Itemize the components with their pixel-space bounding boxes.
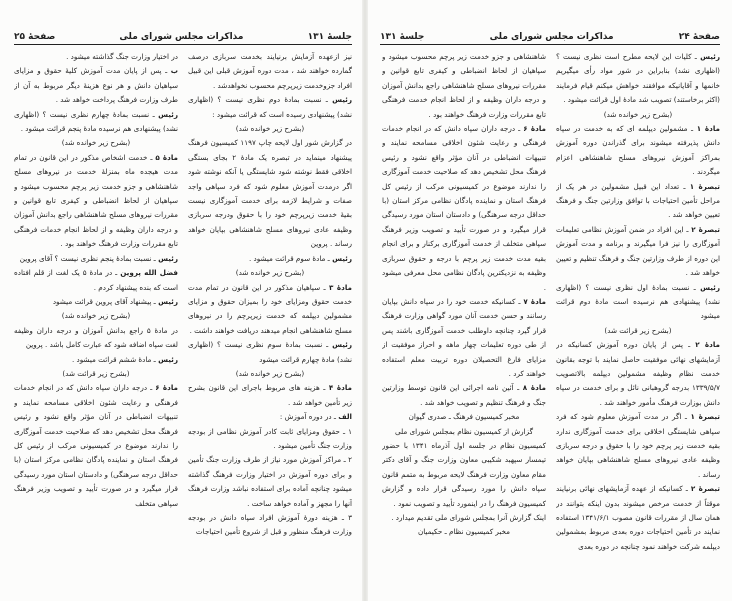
centered-note [382, 525, 546, 539]
paragraph-text: ـ نسبت بمادهٔ اول نظری نیست ؟ (اظهاری نشد) پیشنهادی هم نرسیده است مادهٔ دوم قرائت میشود [556, 282, 720, 321]
speaker-or-article-label: رئیس [332, 253, 352, 263]
paragraph-text: ۳ ـ هزینه دورهٔ آموزش افراد سپاه دانش در بودجه وزارت فرهنگ منظور و قبل از شروع تأمین احتیاجات [188, 513, 352, 537]
paragraph-text: ـ اگر در مدت آموزش معلوم شود که فرد سپاهی شایستگی اخلاقی برای خدمت آموزگاری ندارد بقیه خدمت زیر پرچم خود را با حقوق و درجه سربازی وظیفه عادی نیروهای مسلح شاهنشاهی بپایان خواهد رساند . [556, 412, 720, 479]
speaker-or-article-label: رئیس [332, 95, 352, 105]
paragraph [382, 381, 546, 410]
paragraph-text: ـ پیشنهاد آقای پروین قرائت میشود [52, 296, 159, 306]
paragraph [188, 252, 352, 266]
speaker-or-article-label: تبصرهٔ ۱ [690, 412, 720, 422]
paragraph-text: (بشرح زیر خوانده شد) [603, 109, 673, 119]
session-label: جلسهٔ ۱۳۱ [307, 32, 352, 42]
paragraph [556, 223, 720, 281]
speaker-or-article-label: تبصرهٔ ۲ [691, 224, 720, 234]
paragraph-text: در مادهٔ ۵ راجع بدانش آموزان و درجه داران وظیفه لغت سپاه اضافه شود که عبارت کامل باشد . پروین [14, 325, 178, 350]
paragraph-text: ـ تعداد این قبیل مشمولین در هر یک از مراحل تأمین احتیاجات با توافق وزارتین جنگ و فرهنگ تعیین خواهد شد . [556, 181, 720, 220]
paragraph-text: ـ مادهٔ ششم قرائت میشود . [71, 354, 159, 364]
centered-note [14, 309, 178, 323]
paragraph-text: مخبر کمیسیون نظام ـ حکیمیان [417, 527, 511, 537]
paragraph-text: ـ هزینه های مربوط باجرای این قانون بشرح زیر تأمین خواهد شد . [188, 383, 352, 407]
paragraph [556, 338, 720, 410]
paragraph-text: گزارش از کمیسیون نظام بمجلس شورای ملی [394, 426, 534, 436]
paragraph [556, 281, 720, 324]
paragraph [14, 381, 178, 511]
paragraph [188, 381, 352, 410]
speaker-or-article-label: الف [338, 412, 352, 422]
speaker-or-article-label: رئیس [700, 52, 720, 61]
paragraph [188, 50, 352, 93]
centered-note [188, 122, 352, 136]
text-column [556, 50, 720, 571]
paragraph-text: ـ این افراد در ضمن آموزش نظامی تعلیمات آموزگاری را نیز فرا میگیرند و برنامه و مدت آموزش این دوره از طرف وزارتین جنگ و فرهنگ تنظیم و تعیین خواهد شد . [556, 224, 720, 278]
paragraph-text: ـ آئین نامه اجرائی این قانون توسط وزارتین جنگ و فرهنگ تنظیم و تصویب خواهد شد . [382, 383, 546, 407]
paragraph [382, 50, 546, 122]
text-column [14, 50, 178, 571]
speaker-or-article-label: مادهٔ ۴ [328, 383, 352, 393]
text-column [188, 50, 352, 571]
paragraph-text: ـ نسبت بمادهٔ چهارم نظری نیست ؟ (اظهاری نشد) پیشنهادی هم نرسیده مادهٔ پنجم قرائت میشود . [14, 109, 178, 134]
paragraph [14, 151, 178, 252]
paragraph-text: ـ درجه داران سپاه دانش که در انجام خدمات فرهنگی و رعایت شئون اخلاقی مسامحه نمایند و تنبیهات انضباطی در آنان مؤثر واقع نشود و رئیس فرهنگ محل تشخیص دهد که صلاحیت خدمت آموزگاری را ندارند موضوع در کمیسیونی مرکب از رئیس کل فرهنگ استان و نماینده پادگان نظامی مرکز استان (با حداقل درجه سرهنگی) و دادستان استان مورد رسیدگی قرار میگیرد و در صورت تأیید و تصویب وزیر فرهنگ سپاهی متخلف [14, 383, 178, 508]
session-label: جلسهٔ ۱۳۱ [380, 32, 425, 42]
paragraph [556, 122, 720, 180]
paragraph-text: اینک گزارش آنرا بمجلس شورای ملی تقدیم میدارد . [391, 513, 546, 522]
paragraph [14, 108, 178, 137]
speaker-or-article-label: رئیس [700, 282, 720, 292]
paragraph-text: ـ کسانیکه از عهده آزمایشهای نهائی برنیایند موقتاً از خدمت مرخص میشوند بدون اینکه بتوانند در همان سال از مقررات قانون مصوب ۱۳۴۱/۶/۱ استفاده نمایند در تأمین احتیاجات دوره بعدی مربوط بمشمولین دیپلمه شرکت خواهند نمود چنانچه در دوره بعدی [556, 484, 720, 551]
paragraph-text: (بشرح زیر خوانده شد) [235, 368, 305, 378]
centered-note [188, 367, 352, 381]
paragraph-text: ـ پس از پایان دوره آموزش کسانیکه در آزمایشهای نهائی موفقیت حاصل نمایند با توجه بقانون خدمت نظام وظیفه مشمولین دیپلمه بالاتصویب ۱۳۳۹/۵/۷ بدرجه گروهبانی نائل و برای خدمت در سپاه دانش بوزارت فرهنگ مأمور خواهند شد . [556, 340, 720, 407]
speaker-or-article-label: مادهٔ ۲ [695, 340, 720, 350]
paragraph [14, 64, 178, 107]
paragraph-text: ۲ ـ مراکز آموزش مورد نیاز از طرف وزارت جنگ تأمین و برای دوره آموزش در اختیار وزارت فرهنگ گذاشته میشود چنانچه آماده برای استفاده نباشد وزارت فرهنگ آنها را مجهز و آماده خواهد ساخت . [188, 455, 352, 508]
paragraph [556, 482, 720, 554]
page-header [14, 28, 352, 42]
paragraph-text: ـ مشمولین دیپلمه ای که به خدمت در سپاه دانش پذیرفته میشوند برای گذراندن دوره آموزش بمراکز آموزش نیروهای مسلح شاهنشاهی اعزام میگردند . [556, 124, 720, 177]
paragraph [382, 295, 546, 381]
paragraph [556, 410, 720, 482]
paragraph-text: کمیسیون نظام در جلسه اول آذرماه ۱۳۴۱ با حضور تیمسار سپهبد شکیبی معاون وزارت جنگ و آقای دکتر مقام معاون وزارت فرهنگ لایحه مربوط به متمم قانون سپاه دانش را مورد رسیدگی قرار داده و گزارش کمیسیون فرهنگ را در اینمورد تأیید و تصویب نمود . [382, 440, 546, 508]
paragraph-text: در گزارش شور اول لایحه چاپ ۱۱۹۷ کمیسیون فرهنگ پیشنهاد مینماید در تبصره یک مادهٔ ۲ بجای بستگی اخلاقی فقط نوشته شود شایستگی یا آنکه نوشته شود اگر درمدت آموزش معلوم شود که فرد سپاهی واجد صفات و شرایط لازمه برای خدمت آموزگاری نیست بقیهٔ خدمت زیرپرچم خود را با حقوق ودرجه سربازی وظیفه عادی نیروهای مسلح شاهنشاهی بپایان خواهد رساند . پروین [188, 138, 352, 249]
paragraph [188, 410, 352, 424]
speaker-or-article-label: تبصرهٔ ۲ [690, 484, 720, 494]
paragraph-text: شاهنشاهی و جزو خدمت زیر پرچم محسوب میشود و سپاهیان از لحاظ انضباطی و کیفری تابع قوانین و مقررات نیروهای مسلح شاهنشاهی راجع بدانش آموزان و درجه داران وظیفه و از لحاظ انجام خدمت فرهنگی تابع مقررات وزارت فرهنگ خواهند بود . [382, 52, 546, 119]
publication-title: مذاکرات مجلس شورای ملی [119, 32, 244, 42]
paragraph-text: ـ خدمت اشخاص مذکور در این قانون در تمام مدت هیجده ماه بمنزلهٔ خدمت در نیروهای مسلح شاهنشاهی و جزو خدمت زیر پرچم محسوب میشود و سپاهیان از لحاظ انضباطی و کیفری تابع قوانین و مقررات نیروهای مسلح شاهنشاهی راجع بدانش آموزان و درجه داران وظیفه و از لحاظ انجام خدمات فرهنگی تابع مقررات وزارت فرهنگ خواهند بود . [14, 152, 178, 249]
centered-note [382, 425, 546, 439]
text-columns [14, 50, 352, 571]
page-number: صفحهٔ ۲۴ [678, 32, 720, 42]
paragraph-text: ـ نسبت بمادهٔ پنجم نظری نیست ؟ آقای پروین [19, 253, 159, 263]
paragraph [188, 338, 352, 367]
paragraph-text: (بشرح زیر خوانده شد) [61, 138, 131, 148]
text-columns [382, 50, 720, 571]
header-rule [14, 44, 352, 45]
speaker-or-article-label: مادهٔ ۷ [523, 296, 546, 306]
paragraph-text: مخبر کمیسیون فرهنگ ـ صدری گیوان [408, 412, 520, 422]
paragraph [14, 295, 178, 309]
speaker-or-article-label: فضل الله پروین [120, 268, 178, 278]
paragraph-text: (بشرح زیر خوانده شد) [61, 311, 131, 321]
speaker-or-article-label: رئیس [332, 340, 352, 350]
centered-note [556, 108, 720, 122]
paragraph-text: ـ نسبت بمادهٔ سوم نظری نیست ؟ (اظهاری نشد) مادهٔ چهارم قرائت میشود [188, 340, 352, 364]
paragraph [188, 281, 352, 339]
paragraph [188, 453, 352, 511]
paragraph [556, 180, 720, 223]
centered-note [188, 266, 352, 280]
paragraph [14, 324, 178, 353]
paragraph [382, 439, 546, 511]
centered-note [14, 136, 178, 150]
text-column [382, 50, 546, 571]
paragraph [188, 425, 352, 454]
header-rule [380, 44, 720, 45]
centered-note [556, 324, 720, 338]
speaker-or-article-label: ب [170, 66, 178, 76]
paragraph [14, 266, 178, 295]
speaker-or-article-label: مادهٔ ۳ [328, 282, 352, 292]
paragraph-text: (بشرح زیر قرائت شد) [604, 325, 672, 335]
paragraph [556, 50, 720, 108]
speaker-or-article-label: مادهٔ ۶ [155, 383, 178, 393]
paragraph [14, 50, 178, 64]
paragraph [188, 511, 352, 540]
paragraph [14, 252, 178, 266]
paragraph [188, 93, 352, 122]
speaker-or-article-label: مادهٔ ۵ [155, 152, 178, 162]
paragraph-text: ۱ ـ حقوق ومزایای ثابت کادر آموزش نظامی از بودجه وزارت جنگ تأمین میشود . [188, 426, 352, 450]
page-header [380, 28, 720, 42]
paragraph-text: ـ درجه داران سپاه دانش که در انجام خدمات فرهنگی و رعایت شئون اخلاقی مسامحه نمایند و تنبیهات انضباطی در آنان مؤثر واقع نشود و رئیس فرهنگ محل تشخیص دهد که صلاحیت خدمت آموزگاری را ندارند موضوع در کمیسیونی مرکب از رئیس کل فرهنگ استان و نماینده پادگان نظامی مرکز استان (با حداقل درجه سرهنگی) و دادستان استان مورد رسیدگی قرار میگیرد و در صورت تأیید و تصویب وزیر فرهنگ سپاهی متخلف از خدمت آموزگاری برکنار و برای انجام بقیه مدت خدمت زیر پرچم با درجه و حقوق سربازی وظیفه به نزدیکترین پادگان نظامی محل معرفی میشود . [382, 124, 546, 292]
publication-title: مذاکرات مجلس شورای ملی [489, 32, 614, 42]
paragraph-text: ـ کسانیکه خدمت خود را در سپاه دانش بپایان رسانند و حسن خدمت آنان مورد گواهی وزارت فرهنگ قرار گیرد چنانچه داوطلب خدمت آموزگاری باشند پس از طی دوره تعلیمات چهار ماهه و احراز موفقیت از مزایای فارغ التحصیلان دوره تربیت معلم استفاده خواهند کرد . [382, 296, 546, 378]
speaker-or-article-label: تبصرهٔ ۱ [689, 181, 720, 191]
paragraph [382, 122, 546, 295]
right-page [368, 0, 732, 601]
paragraph-text: در اختیار وزارت جنگ گذاشته میشود . [66, 52, 178, 61]
paragraph-text: ـ پس از پایان مدت آموزش کلیهٔ حقوق و مزایای سپاهیان دانش و هر نوع هزینهٔ دیگر مربوط به آن از طرف وزارت فرهنگ پرداخت خواهد شد . [14, 66, 178, 105]
page-number: صفحهٔ ۲۵ [14, 32, 56, 42]
speaker-or-article-label: رئیس [158, 253, 178, 263]
speaker-or-article-label: مادهٔ ۶ [523, 124, 546, 134]
paragraph-text: ـ در دوره آموزش : [279, 412, 339, 422]
speaker-or-article-label: رئیس [158, 296, 178, 306]
paragraph [382, 511, 546, 525]
paragraph-text: ـ مادهٔ سوم قرائت میشود . [248, 253, 333, 263]
speaker-or-article-label: مادهٔ ۱ [696, 124, 720, 134]
speaker-or-article-label: مادهٔ ۸ [522, 383, 546, 393]
paragraph-text: ـ در مادهٔ ۵ یک لغت از قلم افتاده است که بنده پیشنهاد کردم . [14, 268, 178, 292]
speaker-or-article-label: رئیس [158, 109, 178, 119]
paragraph-text: (بشرح زیر قرائت شد) [62, 368, 130, 378]
centered-note [382, 410, 546, 424]
paragraph-text: ـ نسبت بمادهٔ دوم نظری نیست ؟ (اظهاری نشد) پیشنهادی رسیده است که قرائت میشود : [188, 95, 352, 119]
paragraph-text: نیز ازعهده آزمایش برنیایند بخدمت سربازی درصف گمارده خواهند شد ، مدت دوره آموزش قبلی این قبیل افراد جزوخدمت زیرپرچم محسوب نخواهدشد . [188, 52, 352, 90]
paragraph-text: ـ سپاهیان مذکور در این قانون در تمام مدت خدمت حقوق ومزایای خود را بمیزان حقوق و مزایای مشمولین دیپلمه که خدمت زیرپرچم را در نیروهای مسلح شاهنشاهی انجام میدهند دریافت خواهند داشت . [188, 282, 352, 335]
paragraph-text: (بشرح زیر خوانده شد) [235, 124, 305, 134]
centered-note [14, 367, 178, 381]
speaker-or-article-label: رئیس [158, 354, 178, 364]
paragraph-text: (بشرح زیر خوانده شد) [235, 268, 305, 278]
paragraph [14, 353, 178, 367]
paragraph [188, 136, 352, 251]
left-page [0, 0, 362, 601]
paragraph-text: ـ کلیات این لایحه مطرح است نظری نیست ؟ (اظهاری نشد) بنابراین در شور مواد رأی میگیریم خانمها و آقایانیکه موافقند خواهش میکنم قیام فرمایند (اکثر برخاستند) تصویب شد مادهٔ اول قرائت میشود . [556, 52, 720, 105]
